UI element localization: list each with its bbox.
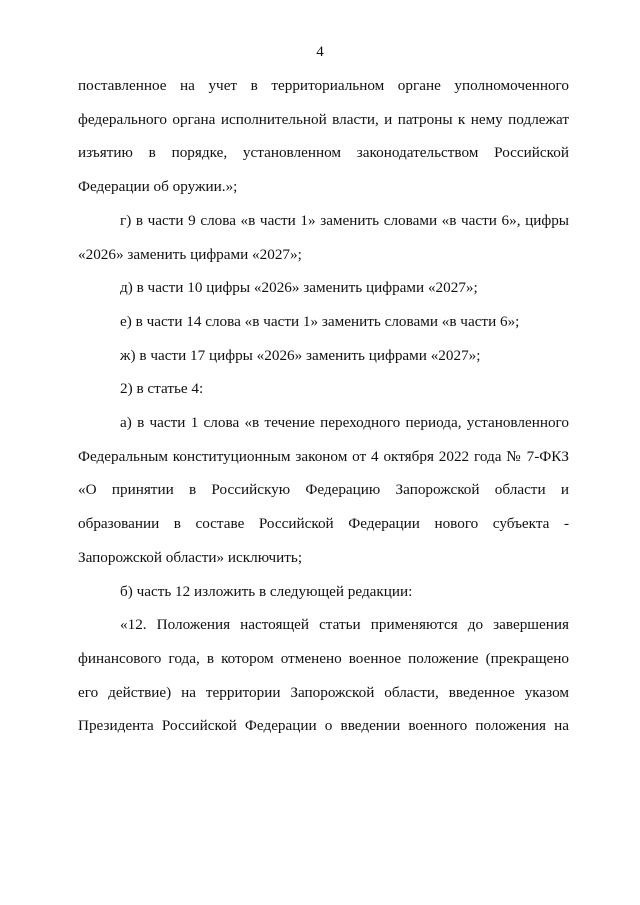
paragraph-9: «12. Положения настоящей статьи применяются до завершения финансового года, в котором отменено военное положение (прекращено его действие) на территории Запорожской области, введенное указом Президента Российской Федерации о введении военного положения на [78, 616, 569, 735]
paragraph-6: 2) в статье 4: [120, 380, 204, 398]
paragraph-3: д) в части 10 цифры «2026» заменить цифрами «2027»; [120, 279, 478, 297]
paragraph-7: а) в части 1 слова «в течение переходного периода, установленного Федеральным конституционным законом от 4 октября 2022 года № 7-ФКЗ «О принятии в Российскую Федерацию Запорожской области и образовании в составе Российской Федерации нового субъекта - Запорожской области» исключить; [78, 414, 569, 566]
paragraph-1: поставленное на учет в территориальном органе уполномоченного федерального органа исполнительной власти, и патроны к нему подлежат изъятию в порядке, установленном законодательством Российской Федерации об оружии.»; [78, 77, 569, 196]
paragraph-5: ж) в части 17 цифры «2026» заменить цифрами «2027»; [120, 346, 481, 364]
paragraph-2: г) в части 9 слова «в части 1» заменить словами «в части 6», цифры «2026» заменить цифрами «2027»; [78, 211, 569, 263]
page-number: 4 [316, 44, 324, 60]
document-body [78, 69, 569, 743]
paragraph-8: б) часть 12 изложить в следующей редакции: [120, 582, 413, 600]
paragraph-4: е) в части 14 слова «в части 1» заменить словами «в части 6»; [120, 312, 520, 330]
